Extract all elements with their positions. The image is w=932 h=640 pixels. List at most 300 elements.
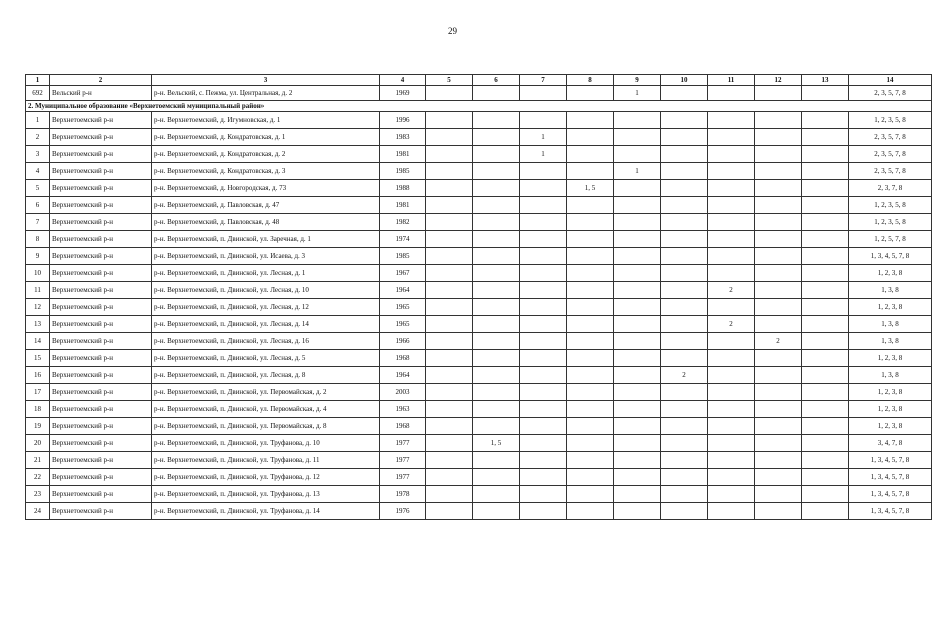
- table-cell-col-8: [567, 401, 614, 418]
- table-cell-col-9: [614, 316, 661, 333]
- table-cell-col-13: [802, 367, 849, 384]
- table-cell-col-2: Верхнетоемский р-н: [50, 197, 152, 214]
- table-cell-col-12: 2: [755, 333, 802, 350]
- table-cell-col-2: Верхнетоемский р-н: [50, 214, 152, 231]
- table-cell-col-9: [614, 486, 661, 503]
- table-cell-col-9: [614, 367, 661, 384]
- table-cell-col-10: [661, 214, 708, 231]
- column-header-9: 9: [614, 75, 661, 86]
- table-cell-col-12: [755, 452, 802, 469]
- table-cell-col-10: [661, 486, 708, 503]
- table-cell-col-11: [708, 452, 755, 469]
- table-cell-col-11: [708, 231, 755, 248]
- table-cell-col-2: Верхнетоемский р-н: [50, 180, 152, 197]
- table-cell-col-6: [473, 401, 520, 418]
- section-header-row: [26, 101, 932, 112]
- table-cell-col-4: 1983: [380, 129, 426, 146]
- table-cell-col-8: [567, 299, 614, 316]
- table-cell-col-2: Верхнетоемский р-н: [50, 316, 152, 333]
- table-row: [26, 197, 932, 214]
- table-cell-col-6: [473, 384, 520, 401]
- table-cell-col-12: [755, 265, 802, 282]
- table-cell-col-11: [708, 112, 755, 129]
- table-cell-col-4: 1988: [380, 180, 426, 197]
- table-cell-col-3: р-н. Верхнетоемский, п. Двинской, ул. Заречная, д. 1: [152, 231, 380, 248]
- table-row: [26, 401, 932, 418]
- table-cell-col-3: р-н. Верхнетоемский, д. Новгородская, д. 73: [152, 180, 380, 197]
- table-row: [26, 418, 932, 435]
- table-cell-col-7: [520, 452, 567, 469]
- table-cell-col-14: 2, 3, 5, 7, 8: [849, 146, 932, 163]
- table-cell-col-3: р-н. Верхнетоемский, п. Двинской, ул. Лесная, д. 8: [152, 367, 380, 384]
- table-cell-col-10: [661, 197, 708, 214]
- table-cell-col-7: [520, 231, 567, 248]
- table-cell-col-14: 1, 2, 3, 8: [849, 418, 932, 435]
- table-cell-col-11: [708, 418, 755, 435]
- table-cell-col-12: [755, 299, 802, 316]
- table-cell-col-2: Верхнетоемский р-н: [50, 112, 152, 129]
- table-cell-col-1: 18: [26, 401, 50, 418]
- column-header-3: 3: [152, 75, 380, 86]
- table-cell-col-5: [426, 129, 473, 146]
- table-cell-col-10: [661, 299, 708, 316]
- table-cell-col-1: 9: [26, 248, 50, 265]
- table-cell-col-1: 16: [26, 367, 50, 384]
- table-cell-col-6: [473, 214, 520, 231]
- table-row: [26, 248, 932, 265]
- table-cell-col-10: [661, 265, 708, 282]
- table-cell-col-5: [426, 486, 473, 503]
- table-cell-col-13: [802, 214, 849, 231]
- table-cell-col-7: [520, 503, 567, 520]
- table-cell-col-14: 1, 3, 4, 5, 7, 8: [849, 248, 932, 265]
- table-cell-col-2: Верхнетоемский р-н: [50, 367, 152, 384]
- table-cell-col-5: [426, 452, 473, 469]
- table-cell-col-14: 1, 3, 4, 5, 7, 8: [849, 503, 932, 520]
- table-cell-col-8: [567, 112, 614, 129]
- table-row: [26, 452, 932, 469]
- table-row: [26, 163, 932, 180]
- table-cell-col-14: 1, 2, 3, 8: [849, 265, 932, 282]
- table-cell-col-4: 2003: [380, 384, 426, 401]
- table-cell-col-6: [473, 282, 520, 299]
- table-cell-col-14: 1, 2, 3, 8: [849, 350, 932, 367]
- column-header-7: 7: [520, 75, 567, 86]
- table-cell-col-14: 1, 3, 8: [849, 316, 932, 333]
- table-cell-col-8: [567, 146, 614, 163]
- table-cell-col-12: [755, 129, 802, 146]
- table-cell-col-11: [708, 214, 755, 231]
- table-cell-col-8: 1, 5: [567, 180, 614, 197]
- table-cell-col-7: [520, 435, 567, 452]
- table-cell-col-12: [755, 435, 802, 452]
- table-cell-col-8: [567, 435, 614, 452]
- table-cell-col-7: [520, 112, 567, 129]
- table-cell-col-11: [708, 86, 755, 101]
- column-header-5: 5: [426, 75, 473, 86]
- table-cell-col-6: 1, 5: [473, 435, 520, 452]
- table-cell-col-4: 1996: [380, 112, 426, 129]
- table-cell-col-10: [661, 163, 708, 180]
- table-cell-col-8: [567, 350, 614, 367]
- table-row: [26, 486, 932, 503]
- table-cell-col-7: [520, 299, 567, 316]
- table-cell-col-1: 17: [26, 384, 50, 401]
- table-cell-col-10: [661, 180, 708, 197]
- table-cell-col-9: [614, 112, 661, 129]
- registry-table: [25, 74, 932, 520]
- table-cell-col-5: [426, 299, 473, 316]
- table-cell-col-2: Вельский р-н: [50, 86, 152, 101]
- table-cell-col-12: [755, 418, 802, 435]
- table-cell-col-2: Верхнетоемский р-н: [50, 163, 152, 180]
- table-cell-col-9: [614, 282, 661, 299]
- table-cell-col-5: [426, 469, 473, 486]
- table-cell-col-13: [802, 350, 849, 367]
- table-cell-col-1: 6: [26, 197, 50, 214]
- table-cell-col-9: [614, 231, 661, 248]
- table-cell-col-1: 5: [26, 180, 50, 197]
- table-cell-col-7: [520, 316, 567, 333]
- table-cell-col-10: [661, 435, 708, 452]
- column-header-12: 12: [755, 75, 802, 86]
- table-cell-col-13: [802, 231, 849, 248]
- table-cell-col-9: [614, 265, 661, 282]
- table-cell-col-7: [520, 384, 567, 401]
- table-cell-col-5: [426, 265, 473, 282]
- table-cell-col-2: Верхнетоемский р-н: [50, 452, 152, 469]
- table-cell-col-11: [708, 435, 755, 452]
- table-cell-col-10: [661, 350, 708, 367]
- table-cell-col-14: 2, 3, 5, 7, 8: [849, 163, 932, 180]
- table-cell-col-3: р-н. Верхнетоемский, д. Игумновская, д. 1: [152, 112, 380, 129]
- table-cell-col-9: [614, 503, 661, 520]
- table-cell-col-10: [661, 316, 708, 333]
- table-row: [26, 333, 932, 350]
- table-cell-col-3: р-н. Верхнетоемский, п. Двинской, ул. Труфанова, д. 10: [152, 435, 380, 452]
- table-cell-col-8: [567, 452, 614, 469]
- table-cell-col-8: [567, 282, 614, 299]
- table-cell-col-14: 1, 3, 8: [849, 333, 932, 350]
- table-cell-col-10: [661, 112, 708, 129]
- table-cell-col-4: 1977: [380, 435, 426, 452]
- table-cell-col-9: 1: [614, 86, 661, 101]
- table-row: [26, 503, 932, 520]
- table-cell-col-1: 7: [26, 214, 50, 231]
- table-cell-col-9: [614, 214, 661, 231]
- table-cell-col-8: [567, 86, 614, 101]
- table-row: [26, 129, 932, 146]
- table-cell-col-2: Верхнетоемский р-н: [50, 350, 152, 367]
- table-cell-col-14: 1, 2, 3, 5, 8: [849, 112, 932, 129]
- table-cell-col-4: 1965: [380, 316, 426, 333]
- table-cell-col-12: [755, 316, 802, 333]
- table-cell-col-7: 1: [520, 129, 567, 146]
- table-cell-col-1: 19: [26, 418, 50, 435]
- table-cell-col-14: 2, 3, 5, 7, 8: [849, 129, 932, 146]
- table-cell-col-3: р-н. Верхнетоемский, п. Двинской, ул. Труфанова, д. 11: [152, 452, 380, 469]
- table-row: [26, 367, 932, 384]
- table-cell-col-9: [614, 435, 661, 452]
- table-cell-col-6: [473, 163, 520, 180]
- table-cell-col-12: [755, 401, 802, 418]
- table-cell-col-10: [661, 129, 708, 146]
- table-row: [26, 282, 932, 299]
- table-cell-col-14: 1, 2, 3, 5, 8: [849, 197, 932, 214]
- table-cell-col-12: [755, 469, 802, 486]
- table-cell-col-13: [802, 197, 849, 214]
- table-cell-col-2: Верхнетоемский р-н: [50, 503, 152, 520]
- table-cell-col-7: [520, 333, 567, 350]
- table-cell-col-9: [614, 129, 661, 146]
- table-cell-col-4: 1978: [380, 486, 426, 503]
- table-cell-col-4: 1977: [380, 452, 426, 469]
- table-cell-col-3: р-н. Вельский, с. Пежма, ул. Центральная, д. 2: [152, 86, 380, 101]
- table-cell-col-3: р-н. Верхнетоемский, п. Двинской, ул. Первомайская, д. 4: [152, 401, 380, 418]
- table-cell-col-6: [473, 452, 520, 469]
- table-cell-col-14: 2, 3, 7, 8: [849, 180, 932, 197]
- table-cell-col-4: 1964: [380, 282, 426, 299]
- table-cell-col-14: 2, 3, 5, 7, 8: [849, 86, 932, 101]
- table-cell-col-12: [755, 231, 802, 248]
- table-cell-col-4: 1981: [380, 146, 426, 163]
- table-cell-col-11: [708, 299, 755, 316]
- table-cell-col-2: Верхнетоемский р-н: [50, 486, 152, 503]
- table-cell-col-7: [520, 486, 567, 503]
- table-cell-col-7: 1: [520, 146, 567, 163]
- header-row: [26, 75, 932, 86]
- table-cell-col-6: [473, 112, 520, 129]
- table-cell-col-3: р-н. Верхнетоемский, д. Павловская, д. 48: [152, 214, 380, 231]
- table-cell-col-6: [473, 146, 520, 163]
- table-cell-col-6: [473, 180, 520, 197]
- table-cell-col-1: 21: [26, 452, 50, 469]
- table-cell-col-9: [614, 469, 661, 486]
- table-cell-col-12: [755, 350, 802, 367]
- table-cell-col-12: [755, 486, 802, 503]
- table-cell-col-13: [802, 469, 849, 486]
- table-cell-col-11: [708, 367, 755, 384]
- table-cell-col-6: [473, 129, 520, 146]
- table-cell-col-12: [755, 180, 802, 197]
- table-cell-col-14: 3, 4, 7, 8: [849, 435, 932, 452]
- table-cell-col-5: [426, 214, 473, 231]
- table-cell-col-7: [520, 248, 567, 265]
- table-cell-col-13: [802, 146, 849, 163]
- table-cell-col-12: [755, 197, 802, 214]
- table-cell-col-11: [708, 129, 755, 146]
- table-cell-col-7: [520, 214, 567, 231]
- table-cell-col-8: [567, 418, 614, 435]
- table-cell-col-2: Верхнетоемский р-н: [50, 129, 152, 146]
- table-cell-col-5: [426, 248, 473, 265]
- table-cell-col-5: [426, 418, 473, 435]
- table-cell-col-10: [661, 469, 708, 486]
- table-cell-col-9: 1: [614, 163, 661, 180]
- table-cell-col-5: [426, 231, 473, 248]
- table-cell-col-3: р-н. Верхнетоемский, д. Кондратовская, д. 1: [152, 129, 380, 146]
- table-cell-col-1: 8: [26, 231, 50, 248]
- table-cell-col-9: [614, 333, 661, 350]
- table-cell-col-9: [614, 418, 661, 435]
- table-cell-col-10: 2: [661, 367, 708, 384]
- table-cell-col-11: [708, 146, 755, 163]
- table-cell-col-9: [614, 350, 661, 367]
- table-cell-col-11: 2: [708, 282, 755, 299]
- table-cell-col-11: [708, 486, 755, 503]
- table-cell-col-10: [661, 86, 708, 101]
- column-header-8: 8: [567, 75, 614, 86]
- table-cell-col-3: р-н. Верхнетоемский, п. Двинской, ул. Лесная, д. 5: [152, 350, 380, 367]
- table-cell-col-4: 1965: [380, 299, 426, 316]
- table-cell-col-6: [473, 469, 520, 486]
- table-cell-col-9: [614, 180, 661, 197]
- column-header-14: 14: [849, 75, 932, 86]
- table-cell-col-3: р-н. Верхнетоемский, п. Двинской, ул. Исаева, д. 3: [152, 248, 380, 265]
- table-cell-col-12: [755, 214, 802, 231]
- table-cell-col-11: [708, 503, 755, 520]
- table-body: [26, 86, 932, 520]
- table-cell-col-6: [473, 299, 520, 316]
- table-cell-col-12: [755, 367, 802, 384]
- table-cell-col-14: 1, 2, 3, 8: [849, 299, 932, 316]
- table-cell-col-8: [567, 469, 614, 486]
- table-cell-col-6: [473, 86, 520, 101]
- table-cell-col-11: [708, 265, 755, 282]
- table-cell-col-1: 4: [26, 163, 50, 180]
- table-cell-col-3: р-н. Верхнетоемский, п. Двинской, ул. Труфанова, д. 14: [152, 503, 380, 520]
- table-cell-col-14: 1, 3, 4, 5, 7, 8: [849, 452, 932, 469]
- table-cell-col-9: [614, 146, 661, 163]
- table-row: [26, 86, 932, 101]
- table-cell-col-5: [426, 435, 473, 452]
- table-row: [26, 112, 932, 129]
- table-cell-col-10: [661, 282, 708, 299]
- table-cell-col-10: [661, 503, 708, 520]
- table-cell-col-12: [755, 86, 802, 101]
- table-cell-col-7: [520, 265, 567, 282]
- table-cell-col-8: [567, 503, 614, 520]
- table-cell-col-3: р-н. Верхнетоемский, п. Двинской, ул. Труфанова, д. 12: [152, 469, 380, 486]
- table-cell-col-13: [802, 316, 849, 333]
- table-cell-col-13: [802, 112, 849, 129]
- table-cell-col-11: [708, 163, 755, 180]
- table-cell-col-9: [614, 401, 661, 418]
- table-row: [26, 435, 932, 452]
- column-header-1: 1: [26, 75, 50, 86]
- table-cell-col-12: [755, 146, 802, 163]
- table-row: [26, 469, 932, 486]
- table-cell-col-3: р-н. Верхнетоемский, п. Двинской, ул. Труфанова, д. 13: [152, 486, 380, 503]
- table-cell-col-7: [520, 367, 567, 384]
- table-cell-col-2: Верхнетоемский р-н: [50, 265, 152, 282]
- table-cell-col-6: [473, 248, 520, 265]
- table-cell-col-2: Верхнетоемский р-н: [50, 146, 152, 163]
- table-cell-col-7: [520, 469, 567, 486]
- table-cell-col-12: [755, 282, 802, 299]
- table-row: [26, 214, 932, 231]
- table-cell-col-11: [708, 469, 755, 486]
- table-cell-col-14: 1, 3, 4, 5, 7, 8: [849, 469, 932, 486]
- table-cell-col-11: [708, 180, 755, 197]
- table-cell-col-11: [708, 333, 755, 350]
- table-cell-col-13: [802, 486, 849, 503]
- table-cell-col-6: [473, 503, 520, 520]
- table-cell-col-4: 1966: [380, 333, 426, 350]
- table-cell-col-4: 1976: [380, 503, 426, 520]
- table-row: [26, 299, 932, 316]
- table-cell-col-2: Верхнетоемский р-н: [50, 333, 152, 350]
- table-cell-col-4: 1967: [380, 265, 426, 282]
- table-cell-col-8: [567, 333, 614, 350]
- table-cell-col-13: [802, 248, 849, 265]
- table-cell-col-10: [661, 333, 708, 350]
- table-cell-col-3: р-н. Верхнетоемский, п. Двинской, ул. Лесная, д. 12: [152, 299, 380, 316]
- table-cell-col-7: [520, 197, 567, 214]
- table-cell-col-5: [426, 146, 473, 163]
- table-cell-col-2: Верхнетоемский р-н: [50, 231, 152, 248]
- table-cell-col-8: [567, 384, 614, 401]
- page-number: 29: [448, 26, 457, 36]
- table-cell-col-7: [520, 163, 567, 180]
- table-cell-col-5: [426, 503, 473, 520]
- table-cell-col-5: [426, 112, 473, 129]
- table-cell-col-5: [426, 86, 473, 101]
- table-cell-col-8: [567, 265, 614, 282]
- table-cell-col-4: 1968: [380, 350, 426, 367]
- table-cell-col-4: 1974: [380, 231, 426, 248]
- table-cell-col-3: р-н. Верхнетоемский, д. Павловская, д. 47: [152, 197, 380, 214]
- table-cell-col-11: [708, 401, 755, 418]
- table-cell-col-6: [473, 367, 520, 384]
- table-cell-col-2: Верхнетоемский р-н: [50, 418, 152, 435]
- table-cell-col-3: р-н. Верхнетоемский, д. Кондратовская, д. 2: [152, 146, 380, 163]
- table-cell-col-6: [473, 486, 520, 503]
- table-cell-col-7: [520, 282, 567, 299]
- table-cell-col-13: [802, 180, 849, 197]
- table-cell-col-13: [802, 452, 849, 469]
- table-cell-col-2: Верхнетоемский р-н: [50, 248, 152, 265]
- table-cell-col-9: [614, 248, 661, 265]
- table-cell-col-2: Верхнетоемский р-н: [50, 401, 152, 418]
- table-cell-col-3: р-н. Верхнетоемский, п. Двинской, ул. Лесная, д. 16: [152, 333, 380, 350]
- table-cell-col-3: р-н. Верхнетоемский, п. Двинской, ул. Первомайская, д. 8: [152, 418, 380, 435]
- column-header-11: 11: [708, 75, 755, 86]
- column-header-2: 2: [50, 75, 152, 86]
- table-cell-col-3: р-н. Верхнетоемский, п. Двинской, ул. Лесная, д. 1: [152, 265, 380, 282]
- table-cell-col-11: [708, 384, 755, 401]
- table-cell-col-8: [567, 129, 614, 146]
- table-cell-col-14: 1, 3, 4, 5, 7, 8: [849, 486, 932, 503]
- table-cell-col-8: [567, 231, 614, 248]
- table-cell-col-5: [426, 333, 473, 350]
- table-cell-col-6: [473, 350, 520, 367]
- table-cell-col-1: 15: [26, 350, 50, 367]
- table-cell-col-7: [520, 350, 567, 367]
- table-cell-col-3: р-н. Верхнетоемский, п. Двинской, ул. Первомайская, д. 2: [152, 384, 380, 401]
- table-cell-col-3: р-н. Верхнетоемский, п. Двинской, ул. Лесная, д. 14: [152, 316, 380, 333]
- table-cell-col-8: [567, 197, 614, 214]
- table-cell-col-6: [473, 418, 520, 435]
- table-cell-col-9: [614, 299, 661, 316]
- table-cell-col-2: Верхнетоемский р-н: [50, 282, 152, 299]
- table-cell-col-4: 1968: [380, 418, 426, 435]
- table-cell-col-14: 1, 2, 3, 5, 8: [849, 214, 932, 231]
- table-cell-col-7: [520, 401, 567, 418]
- table-cell-col-4: 1985: [380, 248, 426, 265]
- table-cell-col-13: [802, 384, 849, 401]
- table-cell-col-13: [802, 129, 849, 146]
